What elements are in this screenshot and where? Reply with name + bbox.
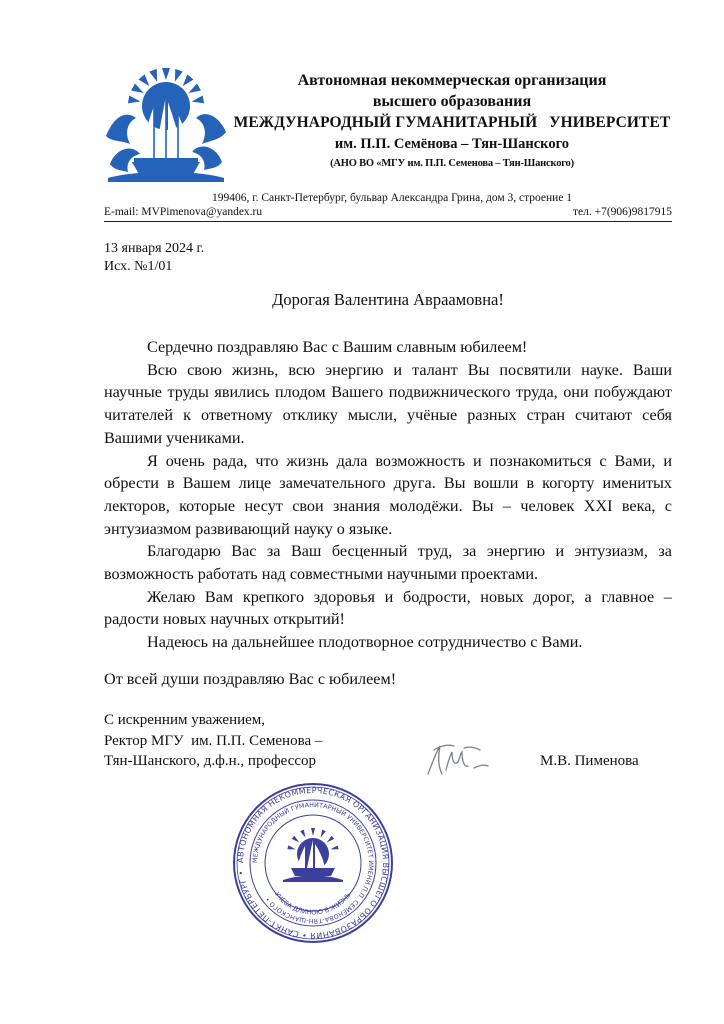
salutation: Дорогая Валентина Авраамовна! bbox=[272, 290, 504, 309]
paragraph: Я очень рада, что жизнь дала возможность и познакомиться с Вами, и обрести в Вашем лице замечательного друга. Вы вошли в когорту именитых лекторов, которые несут свои знания молодёжи. Вы – человек XXI века, с энтузиазмом развивающий науку о языке. bbox=[104, 451, 672, 538]
seal-outer-text: АВТОНОМНАЯ НЕКОММЕРЧЕСКАЯ ОРГАНИЗАЦИЯ ВЫСШЕГО ОБРАЗОВАНИЯ • САНКТ-ПЕТЕРБУРГ • bbox=[235, 785, 391, 941]
handwritten-signature-icon bbox=[418, 740, 498, 780]
org-line-2: высшего образования bbox=[372, 93, 532, 110]
seal-bottom-text: УЧЕБА ДЛИНОЮ В ЖИЗНЬ bbox=[273, 890, 353, 917]
contact-row bbox=[104, 205, 672, 219]
position-line-2: Тян-Шанского, д.ф.н., профессор bbox=[104, 753, 317, 769]
paragraph: Желаю Вам крепкого здоровья и бодрости, новых дорог, а главное – радости новых научных открытий! bbox=[104, 587, 672, 629]
university-seal-icon bbox=[232, 782, 394, 944]
position-line-1: Ректор МГУ им. П.П. Семенова – bbox=[104, 732, 323, 749]
seal-inner-text: МЕЖДУНАРОДНЫЙ ГУМАНИТАРНЫЙ УНИВЕРСИТЕТ ИМЕНИ П.П. СЕМЁНОВА-ТЯН-ШАНСКОГО • bbox=[251, 801, 375, 925]
letter-body bbox=[104, 336, 672, 654]
signatory-name: М.В. Пименова bbox=[540, 753, 639, 769]
email-text: E-mail: MVPimenova@yandex.ru bbox=[104, 206, 263, 218]
org-line-4: им. П.П. Семёнова – Тян-Шанского bbox=[334, 136, 570, 152]
paragraph: Всю свою жизнь, всю энергию и талант Вы посвятили науке. Ваши научные труды явились плодом Вашего подвижнического труда, они побуждают читателей к ответному отклику мысли, учёные разных стран считают себя Вашими учениками. bbox=[104, 360, 672, 447]
paragraph: Благодарю Вас за Ваш бесценный труд, за энергию и энтузиазм, за возможность работать над совместными научными проектами. bbox=[104, 542, 672, 584]
closing-line: От всей души поздравляю Вас с юбилеем! bbox=[104, 670, 397, 688]
letter-reference: Исх. №1/01 bbox=[104, 259, 173, 274]
university-logo-icon bbox=[104, 66, 228, 184]
postal-address: 199406, г. Санкт-Петербург, бульвар Александра Грина, дом 3, строение 1 bbox=[211, 192, 573, 204]
paragraph: Сердечно поздравляю Вас с Вашим славным юбилеем! bbox=[147, 338, 528, 356]
org-line-3: МЕЖДУНАРОДНЫЙ ГУМАНИТАРНЫЙ УНИВЕРСИТЕТ bbox=[233, 114, 671, 131]
phone-text: тел. +7(906)9817915 bbox=[572, 206, 672, 218]
header-divider bbox=[104, 221, 672, 222]
regards-line: С искренним уважением, bbox=[104, 712, 266, 728]
letter-date: 13 января 2024 г. bbox=[104, 241, 205, 256]
org-line-5: (АНО ВО «МГУ им. П.П. Семенова – Тян-Шанского) bbox=[330, 158, 574, 169]
organization-header bbox=[228, 70, 676, 173]
org-line-1: Автономная некоммерческая организация bbox=[297, 72, 607, 89]
paragraph: Надеюсь на дальнейшее плодотворное сотрудничество с Вами. bbox=[147, 633, 583, 652]
signature-block bbox=[104, 710, 322, 772]
letter-meta bbox=[104, 240, 204, 276]
